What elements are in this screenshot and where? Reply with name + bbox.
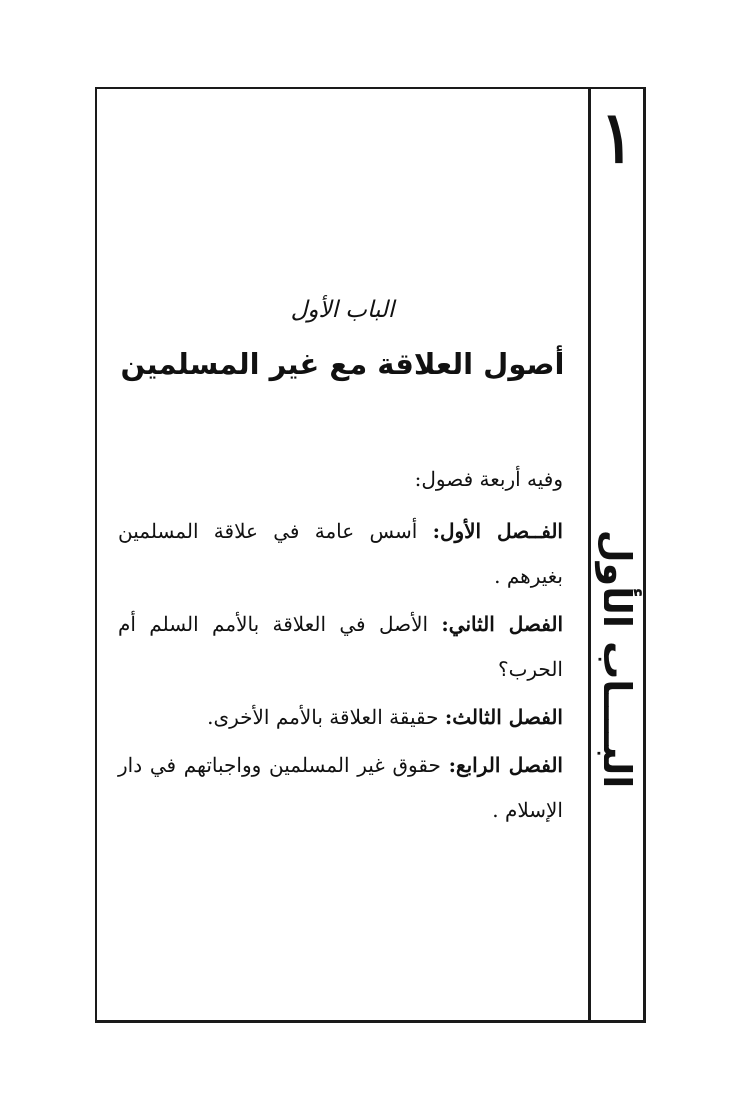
chapter-label: الباب الأول (290, 297, 395, 323)
chapter-content (97, 89, 588, 1020)
section-name: الفصل الرابع: (448, 753, 563, 777)
chapter-number: ١ (600, 95, 634, 180)
page-frame (95, 87, 646, 1023)
section-name: الفصل الثالث: (444, 705, 563, 729)
section-text: حقوق غير المسلمين وواجباتهم في دار الإسلام . (118, 753, 563, 822)
section-name: الفصل الثاني: (441, 612, 564, 636)
section-item (118, 602, 563, 692)
section-list (118, 509, 563, 836)
side-chapter-title: البــــاب الأول (595, 529, 639, 789)
chapter-title: أصول العلاقة مع غير المسلمين (120, 347, 565, 381)
section-item (118, 509, 563, 599)
chapter-side-strip (588, 89, 643, 1020)
section-item (118, 695, 563, 740)
section-name: الفــصل الأول: (432, 519, 563, 543)
section-text: الأصل في العلاقة بالأمم السلم أم الحرب؟ (118, 612, 563, 681)
section-text: أسس عامة في علاقة المسلمين بغيرهم . (118, 519, 563, 588)
section-text: حقيقة العلاقة بالأمم الأخرى. (207, 705, 445, 729)
section-item (118, 743, 563, 833)
intro-text: وفيه أربعة فصول: (414, 467, 563, 491)
